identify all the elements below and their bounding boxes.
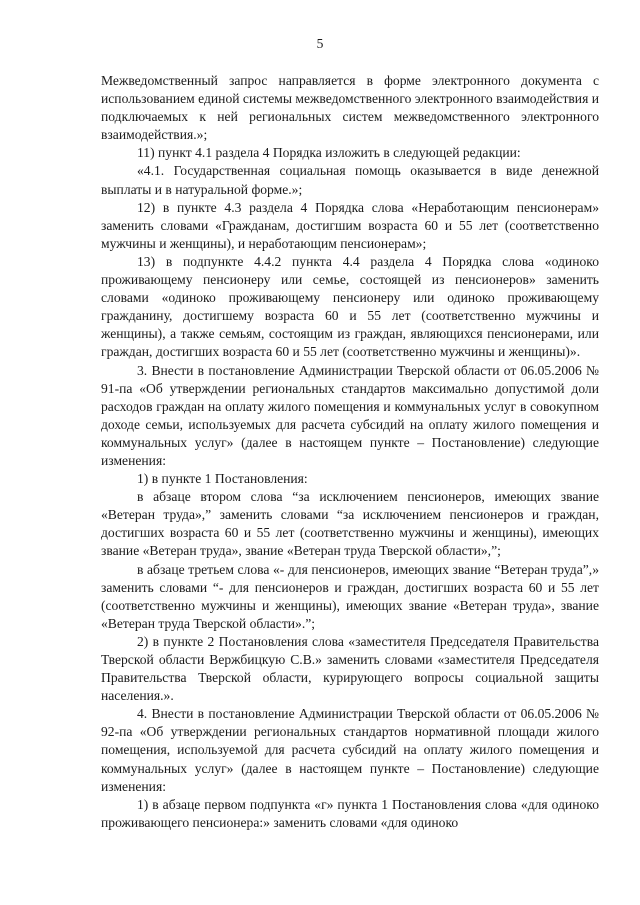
document-body <box>101 72 599 832</box>
page-number: 5 <box>316 36 324 51</box>
paragraph-item-12: 12) в пункте 4.3 раздела 4 Порядка слова «Неработающим пенсионерам» заменить словами «Гражданам, достигшим возраста 60 и 55 лет (соответственно мужчины и женщины), и неработающим пенсионерам»; <box>101 199 599 251</box>
paragraph-subitem-1: 1) в пункте 1 Постановления: <box>137 471 308 487</box>
paragraph-subitem-g: 1) в абзаце первом подпункта «г» пункта 1 Постановления слова «для одиноко проживающего пенсионера:» заменить словами «для одиноко <box>101 796 599 830</box>
paragraph-item-11: 11) пункт 4.1 раздела 4 Порядка изложить в следующей редакции: <box>137 145 521 161</box>
paragraph-third-abzac: в абзаце третьем слова «- для пенсионеров, имеющих звание “Ветеран труда”,» заменить словами “- для пенсионеров и граждан, достигших возраста 60 и 55 лет (соответственно мужчины и женщины), имеющих звание «Ветеран труда», звание «Ветеран труда Тверской области».”; <box>101 561 599 631</box>
paragraph-interagency-request: Межведомственный запрос направляется в форме электронного документа с использованием единой системы межведомственного электронного взаимодействия и подключаемых к ней региональных систем межведомственного электронного взаимодействия.»; <box>101 73 600 143</box>
paragraph-section-4-1: «4.1. Государственная социальная помощь оказывается в виде денежной выплаты и в натуральной форме.»; <box>101 163 599 197</box>
paragraph-item-4-decree-92: 4. Внести в постановление Администрации Тверской области от 06.05.2006 № 92-па «Об утверждении региональных стандартов нормативной площади жилого помещения, используемой для расчета субсидий на оплату жилого помещения и коммунальных услуг» (далее в настоящем пункте – Постановление) следующие изменения: <box>101 706 599 794</box>
paragraph-item-3-decree-91: 3. Внести в постановление Администрации Тверской области от 06.05.2006 № 91-па «Об утверждении региональных стандартов максимально допустимой доли расходов граждан на оплату жилого помещения и коммунальных услуг в совокупном доходе семьи, используемых для расчета субсидий на оплату жилого помещения и коммунальных услуг» (далее в настоящем пункте – Постановление) следующие изменения: <box>101 362 599 468</box>
paragraph-subitem-2: 2) в пункте 2 Постановления слова «заместителя Председателя Правительства Тверской области Вержбицкую С.В.» заменить словами «заместителя Председателя Правительства Тверской области, курирующего вопросы социальной защиты населения.». <box>101 633 599 704</box>
paragraph-item-13: 13) в подпункте 4.4.2 пункта 4.4 раздела 4 Порядка слова «одиноко проживающему пенсионеру или семье, состоящей из пенсионеров» заменить словами «одиноко проживающему пенсионеру или одиноко проживающему гражданину, достигшему возраста 60 и 55 лет (соответственно мужчины и женщины), а также семьям, состоящим из граждан, являющихся пенсионерами, или граждан, достигших возраста 60 и 55 лет (соответственно мужчины и женщины)». <box>101 253 599 360</box>
paragraph-second-abzac: в абзаце втором слова “за исключением пенсионеров, имеющих звание «Ветеран труда»,” заменить словами “за исключением пенсионеров и граждан, достигших возраста 60 и 55 лет (соответственно мужчины и женщины), имеющих звание «Ветеран труда», звание «Ветеран труда Тверской области»,”; <box>101 489 599 559</box>
